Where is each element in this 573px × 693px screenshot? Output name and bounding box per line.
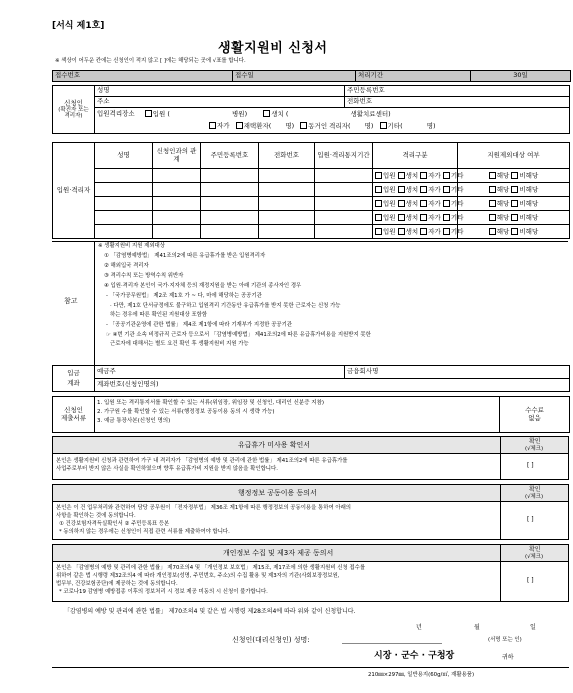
notes-section (52, 241, 568, 366)
place-option-other: 기타( (387, 121, 403, 130)
recipient-honorific: 귀하 (502, 654, 514, 661)
documents-table (52, 396, 570, 433)
notes-line: - 「공공기관운영에 관한 법률」 제4조 제1항에 따라 기재부가 지정한 공공기관 (106, 322, 293, 328)
type-checkbox[interactable] (398, 200, 405, 207)
admin-info-text: ① 건강보험자격득실확인서 ② 주민등록표 등본 (59, 521, 170, 527)
privacy-text: 위하여 같은 법 시행령 제32조의4 에 따라 개인정보(성명, 주민번호, 주소)의 수집 활용 및 제3자의 기관(사회보장정보원, (56, 573, 340, 579)
place-option-home: 자가 (217, 121, 230, 130)
type-label: 자가 (428, 213, 441, 222)
patient-exclusion-cell (458, 211, 570, 225)
notes-line: ③ 격리수칙 또는 방역수칙 위반자 (104, 273, 184, 279)
patient-rrn-cell[interactable] (201, 169, 259, 183)
exclusion-label: 비해당 (519, 199, 539, 208)
bank-name-field[interactable]: 금융회사명 (345, 366, 570, 379)
notes-label: 참고 (64, 297, 78, 305)
deposit-label-2: 계좌 (67, 379, 80, 387)
patient-exclusion-cell (458, 183, 570, 197)
exclusion-checkbox[interactable] (489, 214, 496, 221)
applicant-address-field[interactable]: 주소 (95, 97, 345, 108)
place-option-center-end: 생활치료센터) (350, 109, 391, 118)
date-year: 년 (416, 624, 422, 631)
type-label: 자가 (428, 185, 441, 194)
admin-info-text: 본인은 이 건 업무처리와 관련하여 담당 공무원이 「전자정부법」 제36조 제1항에 따른 행정정보의 공동이용을 통하여 아래의 (56, 505, 352, 511)
applicant-table (52, 85, 570, 134)
type-label: 입원 (383, 171, 396, 180)
exclusion-label: 비해당 (519, 185, 539, 194)
patient-name-cell[interactable] (95, 169, 153, 183)
receipt-no-label: 접수번호 (53, 71, 233, 82)
type-checkbox[interactable] (375, 186, 382, 193)
account-number-field[interactable]: 계좌번호(신청인명의) (95, 379, 570, 392)
deposit-label-1: 입금 (67, 368, 80, 377)
patient-name-cell[interactable] (95, 183, 153, 197)
applicant-section-sub: (확진자 또는 격리자) (58, 107, 89, 120)
type-checkbox[interactable] (375, 200, 382, 207)
place-option-hospital-end: 병원) (232, 109, 248, 118)
privacy-title: 개인정보 수집 및 제3자 제공 동의서 (223, 549, 334, 557)
type-checkbox[interactable] (420, 186, 427, 193)
patient-period-cell[interactable] (315, 183, 373, 197)
place-checkbox-home-patient[interactable] (236, 122, 243, 129)
table-row (53, 169, 570, 183)
exclusion-checkbox[interactable] (511, 172, 518, 179)
patient-name-cell[interactable] (95, 225, 153, 239)
applicant-name-field[interactable]: 성명 (95, 86, 345, 97)
patient-rrn-cell[interactable] (201, 183, 259, 197)
admin-info-text: * 동의하지 않는 경우에는 신청인이 직접 관련 서류를 제출하여야 합니다. (59, 529, 230, 535)
admin-info-confirm: 확인 (529, 486, 541, 493)
privacy-header (52, 544, 569, 562)
patients-section-label: 입원·격리자 (53, 143, 95, 239)
place-checkbox-cohabitant[interactable] (300, 122, 307, 129)
exclusion-label: 해당 (496, 185, 510, 194)
fee-value: 없음 (528, 413, 541, 422)
patient-type-cell (373, 169, 464, 183)
privacy-confirm: 확인 (529, 546, 541, 553)
admin-info-title: 행정정보 공동이용 동의서 (238, 489, 317, 497)
applicant-rrn-field[interactable]: 주민등록번호 (345, 86, 570, 97)
place-label: 입원격리장소 (97, 109, 135, 118)
type-checkbox[interactable] (398, 214, 405, 221)
fee-label: 수수료 (525, 406, 544, 415)
place-option-home-patient: 재택환자( (243, 121, 272, 130)
type-label: 입원 (383, 213, 396, 222)
patient-relation-cell[interactable] (153, 225, 201, 239)
patient-exclusion-cell (458, 225, 570, 239)
patients-header-type: 격리구분 (373, 143, 458, 169)
exclusion-checkbox[interactable] (511, 186, 518, 193)
patient-period-cell[interactable] (315, 211, 373, 225)
patients-header-relation: 신청인과의 관계 (153, 143, 201, 169)
deposit-table (52, 365, 570, 392)
type-checkbox[interactable] (398, 228, 405, 235)
type-label: 기타 (450, 185, 464, 194)
patient-relation-cell[interactable] (153, 211, 201, 225)
patient-phone-cell[interactable] (259, 197, 315, 211)
type-checkbox[interactable] (375, 172, 382, 179)
patient-phone-cell[interactable] (259, 211, 315, 225)
patient-type-cell (373, 183, 464, 197)
patient-relation-cell[interactable] (153, 169, 201, 183)
documents-label-1: 신청인 (64, 406, 83, 415)
admin-info-confirm-sub: (√체크) (525, 494, 544, 500)
type-label: 기타 (450, 171, 464, 180)
patient-rrn-cell[interactable] (201, 225, 259, 239)
recipient: 시장 · 군수 · 구청장 (374, 651, 455, 661)
processing-period-value: 30일 (471, 71, 571, 82)
paid-leave-text: 본인은 생활지원비 신청과 관련하여 가구 내 격리자가 「감염병의 예방 및 관리에 관한 법률」 제41조의2에 따른 유급휴가를 (56, 458, 348, 464)
exclusion-checkbox[interactable] (489, 186, 496, 193)
patient-rrn-cell[interactable] (201, 197, 259, 211)
type-label: 자가 (428, 199, 441, 208)
type-label: 생치 (405, 227, 419, 236)
exclusion-label: 비해당 (519, 227, 539, 236)
exclusion-checkbox[interactable] (511, 228, 518, 235)
exclusion-label: 해당 (496, 227, 510, 236)
paid-leave-confirm: 확인 (529, 438, 541, 445)
exclusion-checkbox[interactable] (489, 172, 496, 179)
patient-name-cell[interactable] (95, 211, 153, 225)
type-checkbox[interactable] (398, 186, 405, 193)
exclusion-label: 해당 (496, 171, 510, 180)
exclusion-checkbox[interactable] (511, 200, 518, 207)
date-day: 일 (530, 624, 536, 631)
type-label: 기타 (450, 199, 464, 208)
type-label: 입원 (383, 199, 396, 208)
patients-table (52, 142, 570, 239)
notes-line: ① 「감염병예방법」 제41조의2에 따른 유급휴가를 받은 입원격리자 (104, 253, 266, 259)
paid-leave-text: 사업주로부터 받지 않은 사실을 확인하였으며 향후 유급휴가비 지원을 받지 않음을 확인합니다. (56, 466, 278, 472)
table-row (53, 225, 570, 239)
signature-line[interactable] (342, 643, 442, 644)
notes-line: 근로자에 대해서는 별도 요건 확인 후 생활지원비 지원 가능 (110, 341, 249, 347)
privacy-text: 본인은 「감염병의 예방 및 관리에 관한 법률」 제70조의4 및 「개인정보 보호법」 제15조, 제17조에 의한 생활지원비 신청 접수를 (56, 565, 366, 571)
signer-label: 신청인(대리신청인) 성명: (232, 636, 310, 644)
type-label: 생치 (405, 199, 419, 208)
table-row (53, 197, 570, 211)
place-checkbox-center[interactable] (263, 110, 270, 117)
type-checkbox[interactable] (420, 214, 427, 221)
patient-relation-cell[interactable] (153, 183, 201, 197)
place-checkbox-other[interactable] (380, 122, 387, 129)
documents-label-2: 제출서류 (60, 413, 87, 422)
place-option-home-patient-end: 명) (285, 121, 295, 130)
notes-line: ☞ ④번 기관 소속 비정규직 근로자 등으로서 「감염병예방법」 제41조의2에 따른 유급휴가비용을 지원받지 못한 (106, 332, 371, 338)
documents-line: 1. 입원 또는 격리통지서를 확인할 수 있는 서류(위임장, 위임장 및 신청인, 대리인 신분증 지참) (97, 400, 325, 406)
privacy-confirm-sub: (√체크) (525, 554, 544, 560)
type-label: 생치 (405, 171, 419, 180)
privacy-body (52, 562, 569, 602)
exclusion-label: 해당 (496, 213, 510, 222)
notes-line: ※ 생활지원비 지원 제외대상 (98, 243, 165, 249)
type-checkbox[interactable] (443, 200, 450, 207)
place-option-cohabitant-end: 명) (364, 121, 374, 130)
documents-line: 2. 가구원 수를 확인할 수 있는 서류(행정정보 공동이용 동의 시 생략 가능) (97, 409, 275, 416)
type-label: 기타 (450, 213, 464, 222)
type-checkbox[interactable] (398, 172, 405, 179)
table-row (53, 183, 570, 197)
patient-phone-cell[interactable] (259, 225, 315, 239)
patients-header-name: 성명 (95, 143, 153, 169)
type-checkbox[interactable] (443, 228, 450, 235)
type-checkbox[interactable] (443, 172, 450, 179)
exclusion-checkbox[interactable] (489, 228, 496, 235)
exclusion-label: 비해당 (519, 171, 539, 180)
place-option-cohabitant: 동거인 격리자( (308, 121, 351, 130)
patient-type-cell (373, 225, 464, 239)
patient-period-cell[interactable] (315, 169, 373, 183)
date-month: 월 (474, 624, 480, 631)
patients-header-exclusion: 지원제외대상 여부 (458, 143, 570, 169)
exclusion-checkbox[interactable] (511, 214, 518, 221)
sign-note: (서명 또는 인) (488, 637, 522, 643)
applicant-section-label: 신청인 (64, 98, 83, 107)
paid-leave-title: 유급휴가 미사용 확인서 (238, 441, 311, 449)
form-number: [서식 제1호] (52, 21, 105, 31)
admin-info-body (52, 502, 569, 540)
patient-name-cell[interactable] (95, 197, 153, 211)
admin-info-checkbox[interactable]: [ ] (527, 516, 534, 523)
exclusion-label: 비해당 (519, 213, 539, 222)
type-label: 입원 (383, 227, 396, 236)
paid-leave-header (52, 436, 569, 454)
paid-leave-checkbox[interactable]: [ ] (527, 462, 534, 469)
type-label: 기타 (450, 227, 464, 236)
notes-line: 하는 경우에 따른 확인된 지원대상 포함함 (110, 312, 208, 318)
patient-rrn-cell[interactable] (201, 211, 259, 225)
patient-exclusion-cell (458, 169, 570, 183)
patient-period-cell[interactable] (315, 225, 373, 239)
place-option-center: 생치 ( (271, 109, 289, 118)
account-holder-field[interactable]: 예금주 (95, 366, 345, 379)
place-checkbox-hospital[interactable] (145, 110, 152, 117)
notes-line: - 「국가공무원법」 제2조 제1호 가 ~ 다, 마에 해당하는 공공기관 (106, 293, 262, 299)
form-note: ※ 색상이 어두운 칸에는 신청인이 적지 않고 [ ]에는 해당되는 곳에 √표를 합니다. (55, 58, 246, 64)
type-label: 입원 (383, 185, 396, 194)
receipt-table (52, 70, 571, 82)
patient-relation-cell[interactable] (153, 197, 201, 211)
declaration-text: 「감염병의 예방 및 관리에 관한 법률」 제70조의4 및 같은 법 시행령 제28조의4에 따라 위와 같이 신청합니다. (64, 608, 356, 615)
place-option-other-end: 명) (426, 121, 436, 130)
applicant-phone-field[interactable]: 전화번호 (345, 97, 570, 108)
notes-line: ④ 입원·격리자 본인이 국가·지자체 등의 재정지원을 받는 아래 기관의 종사자인 경우 (104, 283, 302, 289)
patient-type-cell (373, 211, 464, 225)
paper-spec: 210㎜×297㎜, 일반용지(60g/㎡, 재활용품) (368, 672, 475, 678)
type-checkbox[interactable] (375, 228, 382, 235)
patients-header-phone: 전화번호 (259, 143, 315, 169)
admin-info-text: 사항을 확인하는 것에 동의합니다. (56, 513, 136, 519)
type-label: 생치 (405, 185, 419, 194)
place-option-hospital: 입원 ( (152, 109, 170, 118)
privacy-checkbox[interactable]: [ ] (527, 577, 534, 584)
privacy-text: * 코로나19 감염병 예방접종 이후의 정보처리 시 정보 제공 미동의 시 신청이 불가합니다. (59, 589, 268, 595)
type-label: 자가 (428, 171, 441, 180)
type-checkbox[interactable] (420, 228, 427, 235)
exclusion-checkbox[interactable] (489, 200, 496, 207)
patients-header-rrn: 주민등록번호 (201, 143, 259, 169)
paid-leave-confirm-sub: (√체크) (525, 446, 544, 452)
patient-type-cell (373, 197, 464, 211)
type-checkbox[interactable] (420, 200, 427, 207)
type-checkbox[interactable] (443, 186, 450, 193)
patient-phone-cell[interactable] (259, 169, 315, 183)
place-checkbox-home[interactable] (209, 122, 216, 129)
notes-line: ② 해외입국 격리자 (104, 263, 149, 269)
type-checkbox[interactable] (375, 214, 382, 221)
table-row (53, 211, 570, 225)
exclusion-label: 해당 (496, 199, 510, 208)
form-title: 생활지원비 신청서 (218, 41, 328, 56)
patients-header-period: 입원·격리통지기간 (315, 143, 373, 169)
patient-exclusion-cell (458, 197, 570, 211)
type-checkbox[interactable] (420, 172, 427, 179)
paid-leave-body (52, 454, 569, 480)
type-label: 생치 (405, 213, 419, 222)
privacy-text: 법무부, 건강보험공단)에 제공하는 것에 동의합니다. (56, 581, 178, 587)
receipt-date-label: 접수일 (233, 71, 356, 82)
notes-line: · 다만, 제1호 단서규정에도 불구하고 입원격리 기간동안 유급휴가를 받지 못한 근로자는 신청 가능 (110, 303, 341, 309)
processing-period-label: 처리기간 (356, 71, 471, 82)
admin-info-header (52, 484, 569, 502)
documents-line: 3. 예금 통장사본(신청인 명의) (97, 418, 171, 425)
type-label: 자가 (428, 227, 441, 236)
patient-phone-cell[interactable] (259, 183, 315, 197)
footer-divider (52, 667, 569, 668)
patient-period-cell[interactable] (315, 197, 373, 211)
type-checkbox[interactable] (443, 214, 450, 221)
